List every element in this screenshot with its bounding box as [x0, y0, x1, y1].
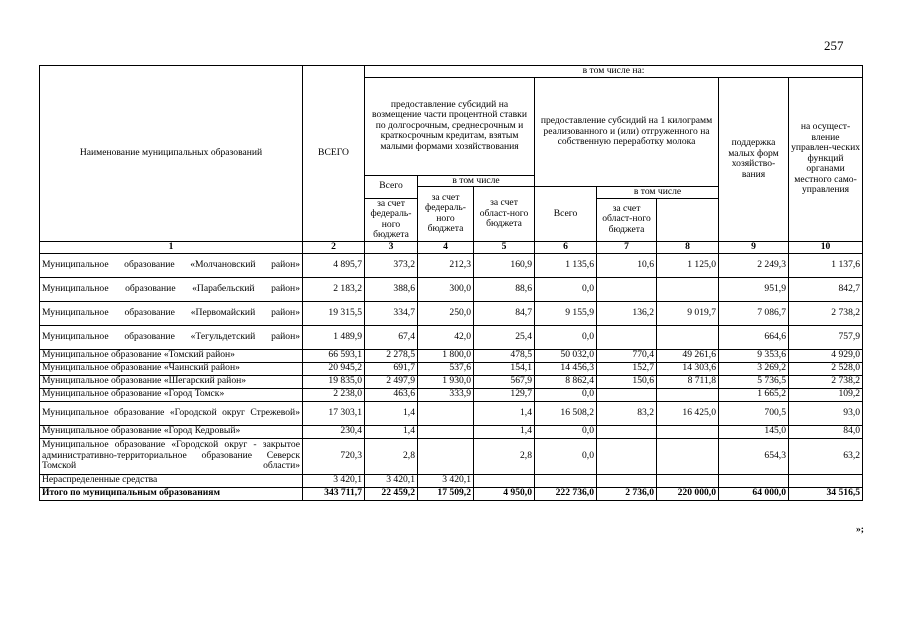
value-cell — [474, 474, 535, 487]
value-cell: 2 249,3 — [719, 253, 789, 277]
value-cell: 5 736,5 — [719, 375, 789, 388]
value-cell: 20 945,2 — [303, 362, 365, 375]
value-cell: 478,5 — [474, 349, 535, 362]
table-row — [40, 349, 863, 362]
value-cell: 109,2 — [789, 388, 863, 401]
value-cell: 654,3 — [719, 438, 789, 474]
column-number: 9 — [719, 241, 789, 253]
value-cell: 152,7 — [597, 362, 657, 375]
table-row — [40, 425, 863, 438]
header-total-col: ВСЕГО — [303, 66, 365, 242]
value-cell: 388,6 — [365, 277, 418, 301]
value-cell — [657, 474, 719, 487]
value-cell: 1,4 — [365, 401, 418, 425]
value-cell: 16 425,0 — [657, 401, 719, 425]
column-number: 4 — [418, 241, 474, 253]
value-cell: 250,0 — [418, 301, 474, 325]
value-cell: 212,3 — [418, 253, 474, 277]
header-g1-all: Всего — [365, 175, 418, 198]
value-cell: 83,2 — [597, 401, 657, 425]
table-row — [40, 401, 863, 425]
value-cell: 4 929,0 — [789, 349, 863, 362]
value-cell: 7 086,7 — [719, 301, 789, 325]
value-cell: 720,3 — [303, 438, 365, 474]
value-cell — [418, 425, 474, 438]
value-cell: 66 593,1 — [303, 349, 365, 362]
value-cell: 343 711,7 — [303, 487, 365, 500]
value-cell: 3 269,2 — [719, 362, 789, 375]
value-cell: 2 183,2 — [303, 277, 365, 301]
value-cell: 220 000,0 — [657, 487, 719, 500]
column-number: 3 — [365, 241, 418, 253]
municipality-name: Итого по муниципальным образованиям — [40, 487, 303, 500]
header-including: в том числе на: — [365, 66, 863, 78]
value-cell: 49 261,6 — [657, 349, 719, 362]
value-cell: 463,6 — [365, 388, 418, 401]
value-cell: 34 516,5 — [789, 487, 863, 500]
value-cell — [597, 325, 657, 349]
column-number: 1 — [40, 241, 303, 253]
value-cell: 373,2 — [365, 253, 418, 277]
municipality-name: Муниципальное образование «Парабельский район» — [40, 277, 303, 301]
table-row — [40, 253, 863, 277]
header-g2-regional: за счет област-ного бюджета — [597, 198, 657, 241]
value-cell: 16 508,2 — [535, 401, 597, 425]
page-number: 257 — [824, 38, 844, 53]
value-cell: 2 738,2 — [789, 375, 863, 388]
value-cell: 1,4 — [365, 425, 418, 438]
header-g2-incl: в том числе — [597, 187, 719, 199]
municipality-name: Муниципальное образование «Томский район» — [40, 349, 303, 362]
column-number: 10 — [789, 241, 863, 253]
value-cell: 1 930,0 — [418, 375, 474, 388]
value-cell: 17 303,1 — [303, 401, 365, 425]
column-number: 5 — [474, 241, 535, 253]
value-cell: 84,7 — [474, 301, 535, 325]
value-cell: 700,5 — [719, 401, 789, 425]
header-support: поддержка малых форм хозяйство-вания — [719, 77, 789, 241]
value-cell: 1 665,2 — [719, 388, 789, 401]
value-cell: 691,7 — [365, 362, 418, 375]
column-number: 6 — [535, 241, 597, 253]
value-cell: 25,4 — [474, 325, 535, 349]
value-cell: 2 738,2 — [789, 301, 863, 325]
value-cell: 757,9 — [789, 325, 863, 349]
value-cell — [657, 325, 719, 349]
value-cell: 67,4 — [365, 325, 418, 349]
header-governance: на осущест-вление управлен-ческих функций органами местного само-управления — [789, 77, 863, 241]
value-cell: 0,0 — [535, 425, 597, 438]
table-row — [40, 388, 863, 401]
value-cell: 537,6 — [418, 362, 474, 375]
municipality-name: Муниципальное образование «Шегарский район» — [40, 375, 303, 388]
value-cell — [418, 401, 474, 425]
value-cell: 19 315,5 — [303, 301, 365, 325]
header-g1-federal: за счет федераль-ного бюджета — [418, 187, 474, 242]
header-group1: предоставление субсидий на возмещение части процентной ставки по долгосрочным, среднесрочным и краткосрочным кредитам, взятым малыми формами хозяйствования — [365, 77, 535, 175]
header-name-col: Наименование муниципальных образований — [40, 66, 303, 242]
value-cell: 1 800,0 — [418, 349, 474, 362]
value-cell: 951,9 — [719, 277, 789, 301]
table-row — [40, 375, 863, 388]
value-cell: 84,0 — [789, 425, 863, 438]
value-cell — [597, 277, 657, 301]
column-number: 2 — [303, 241, 365, 253]
value-cell: 160,9 — [474, 253, 535, 277]
value-cell: 2 736,0 — [597, 487, 657, 500]
municipality-name: Муниципальное образование «Молчановский район» — [40, 253, 303, 277]
value-cell: 0,0 — [535, 388, 597, 401]
total-row — [40, 487, 863, 500]
value-cell: 50 032,0 — [535, 349, 597, 362]
value-cell: 64 000,0 — [719, 487, 789, 500]
value-cell: 567,9 — [474, 375, 535, 388]
value-cell: 334,7 — [365, 301, 418, 325]
table-row — [40, 474, 863, 487]
table-row — [40, 362, 863, 375]
municipality-name: Муниципальное образование «Городской округ Стрежевой» — [40, 401, 303, 425]
value-cell: 2 278,5 — [365, 349, 418, 362]
value-cell: 14 303,6 — [657, 362, 719, 375]
column-number-row — [40, 241, 863, 253]
value-cell — [418, 438, 474, 474]
header-g1-regional: за счет област-ного бюджета — [474, 187, 535, 242]
table-row — [40, 438, 863, 474]
header-g1-incl: в том числе — [418, 175, 535, 187]
value-cell: 0,0 — [535, 325, 597, 349]
header-g2-all: Всего — [535, 187, 597, 242]
value-cell: 1,4 — [474, 401, 535, 425]
value-cell: 93,0 — [789, 401, 863, 425]
value-cell — [789, 474, 863, 487]
table-row — [40, 325, 863, 349]
value-cell: 1 137,6 — [789, 253, 863, 277]
value-cell: 88,6 — [474, 277, 535, 301]
value-cell: 19 835,0 — [303, 375, 365, 388]
value-cell: 842,7 — [789, 277, 863, 301]
municipality-name: Муниципальное образование «Первомайский район» — [40, 301, 303, 325]
value-cell — [597, 474, 657, 487]
value-cell: 770,4 — [597, 349, 657, 362]
value-cell: 154,1 — [474, 362, 535, 375]
value-cell: 63,2 — [789, 438, 863, 474]
value-cell: 3 420,1 — [418, 474, 474, 487]
value-cell — [657, 438, 719, 474]
value-cell: 22 459,2 — [365, 487, 418, 500]
value-cell: 17 509,2 — [418, 487, 474, 500]
header-group2: предоставление субсидий на 1 килограмм реализованного и (или) отгруженного на собственную переработку молока — [535, 77, 719, 187]
municipality-name: Нераспределенные средства — [40, 474, 303, 487]
value-cell: 8 711,8 — [657, 375, 719, 388]
budget-table — [39, 65, 863, 501]
municipality-name: Муниципальное образование «Городской округ - закрытое административно-территориальное образование Северск Томской области» — [40, 438, 303, 474]
value-cell: 3 420,1 — [303, 474, 365, 487]
table-row — [40, 301, 863, 325]
value-cell: 664,6 — [719, 325, 789, 349]
value-cell: 230,4 — [303, 425, 365, 438]
value-cell: 4 950,0 — [474, 487, 535, 500]
closing-quote: »; — [856, 524, 864, 535]
value-cell — [719, 474, 789, 487]
value-cell: 1 489,9 — [303, 325, 365, 349]
value-cell — [597, 388, 657, 401]
value-cell — [657, 277, 719, 301]
value-cell: 9 155,9 — [535, 301, 597, 325]
value-cell: 9 019,7 — [657, 301, 719, 325]
value-cell: 145,0 — [719, 425, 789, 438]
value-cell: 150,6 — [597, 375, 657, 388]
value-cell: 0,0 — [535, 277, 597, 301]
value-cell: 0,0 — [535, 438, 597, 474]
value-cell — [657, 425, 719, 438]
header-g2-federal: за счет федераль-ного бюджета — [365, 198, 418, 241]
value-cell: 3 420,1 — [365, 474, 418, 487]
value-cell — [657, 388, 719, 401]
value-cell: 300,0 — [418, 277, 474, 301]
value-cell: 4 895,7 — [303, 253, 365, 277]
value-cell: 10,6 — [597, 253, 657, 277]
column-number: 8 — [657, 241, 719, 253]
value-cell: 8 862,4 — [535, 375, 597, 388]
municipality-name: Муниципальное образование «Город Кедровый» — [40, 425, 303, 438]
value-cell: 2,8 — [474, 438, 535, 474]
municipality-name: Муниципальное образование «Тегульдетский район» — [40, 325, 303, 349]
value-cell: 136,2 — [597, 301, 657, 325]
value-cell: 2,8 — [365, 438, 418, 474]
municipality-name: Муниципальное образование «Чаинский район» — [40, 362, 303, 375]
value-cell: 1 135,6 — [535, 253, 597, 277]
value-cell: 129,7 — [474, 388, 535, 401]
value-cell: 2 497,9 — [365, 375, 418, 388]
value-cell: 333,9 — [418, 388, 474, 401]
value-cell — [597, 438, 657, 474]
value-cell: 1 125,0 — [657, 253, 719, 277]
value-cell: 2 238,0 — [303, 388, 365, 401]
value-cell: 1,4 — [474, 425, 535, 438]
value-cell: 9 353,6 — [719, 349, 789, 362]
value-cell: 222 736,0 — [535, 487, 597, 500]
value-cell: 42,0 — [418, 325, 474, 349]
value-cell — [535, 474, 597, 487]
municipality-name: Муниципальное образование «Город Томск» — [40, 388, 303, 401]
value-cell: 2 528,0 — [789, 362, 863, 375]
value-cell — [597, 425, 657, 438]
value-cell: 14 456,3 — [535, 362, 597, 375]
column-number: 7 — [597, 241, 657, 253]
table-row — [40, 277, 863, 301]
